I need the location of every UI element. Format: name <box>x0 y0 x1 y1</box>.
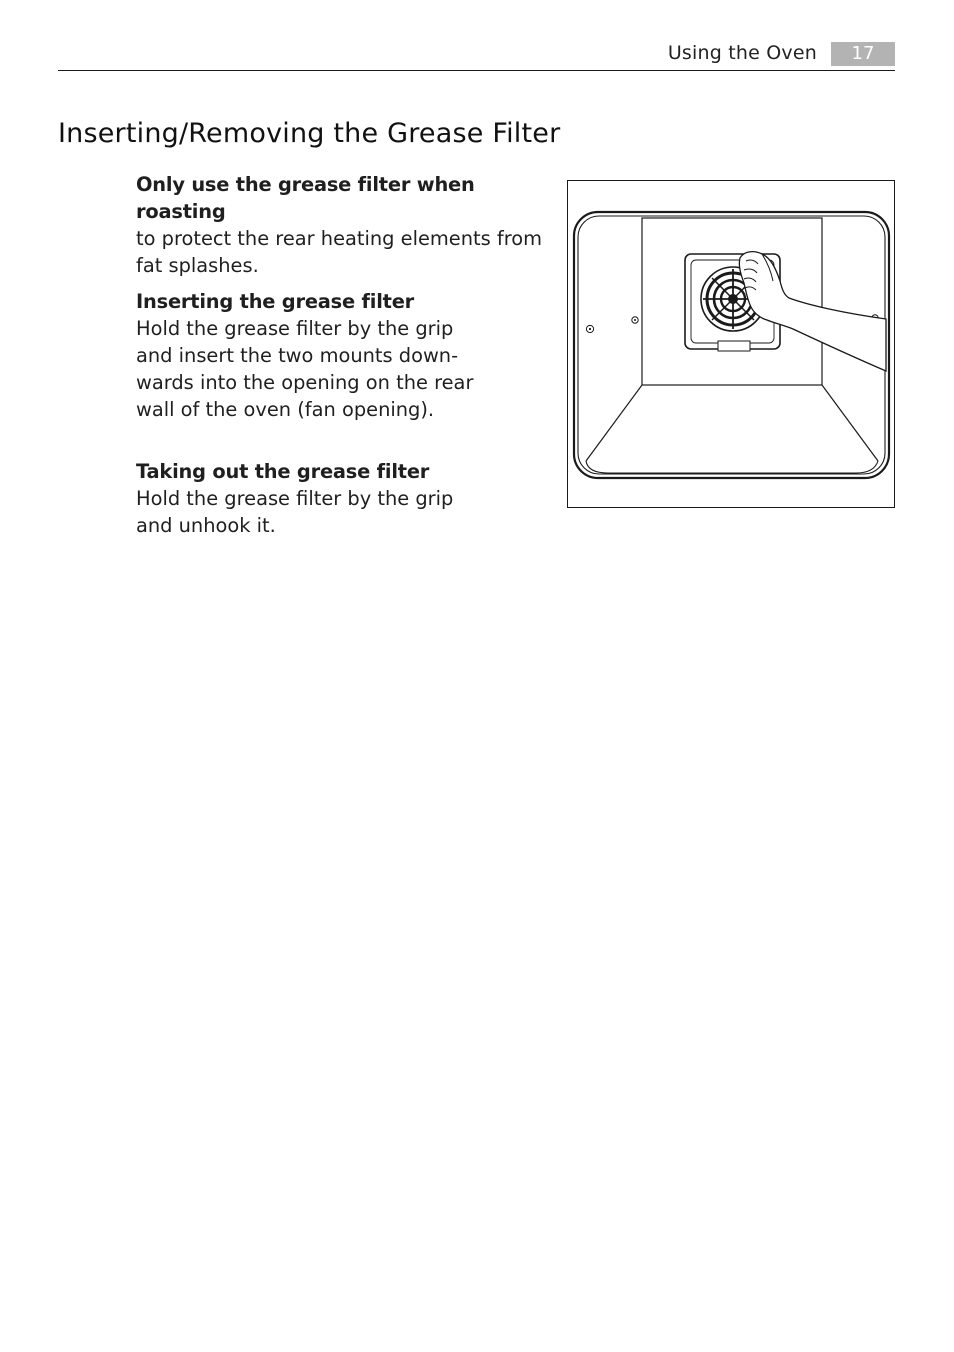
removing-line-1: Hold the grease filter by the grip <box>136 487 454 510</box>
inserting-line-1: Hold the grease filter by the grip <box>136 317 454 340</box>
hand-arm <box>739 252 886 371</box>
rear-screw-left-center <box>634 319 636 321</box>
floor-front-edge <box>586 461 878 473</box>
intro-line-1: to protect the rear heating elements from <box>136 227 542 250</box>
removing-line-2: and unhook it. <box>136 514 276 537</box>
side-screw-left-center <box>589 328 591 330</box>
intro-bold-lead: Only use the grease filter when roasting <box>136 173 475 223</box>
intro-line-2: fat splashes. <box>136 254 259 277</box>
inserting-line-2: and insert the two mounts down- <box>136 344 459 367</box>
page-number-badge: 17 <box>831 42 895 66</box>
page-title: Inserting/Removing the Grease Filter <box>58 118 561 149</box>
grease-filter-illustration <box>567 180 895 508</box>
floor-edge-right <box>822 385 878 461</box>
inserting-line-4: wall of the oven (fan opening). <box>136 398 435 421</box>
header-section-title: Using the Oven <box>667 42 817 64</box>
instructions-column <box>136 171 556 539</box>
grease-filter-grip <box>718 341 750 351</box>
spacer <box>136 423 556 458</box>
removing-heading: Taking out the grease filter <box>136 460 430 483</box>
floor-edge-left <box>586 385 642 461</box>
oven-interior-drawing <box>568 181 894 507</box>
inserting-heading: Inserting the grease filter <box>136 290 415 313</box>
spacer <box>136 279 556 288</box>
inserting-line-3: wards into the opening on the rear <box>136 371 474 394</box>
page-header <box>58 36 895 71</box>
